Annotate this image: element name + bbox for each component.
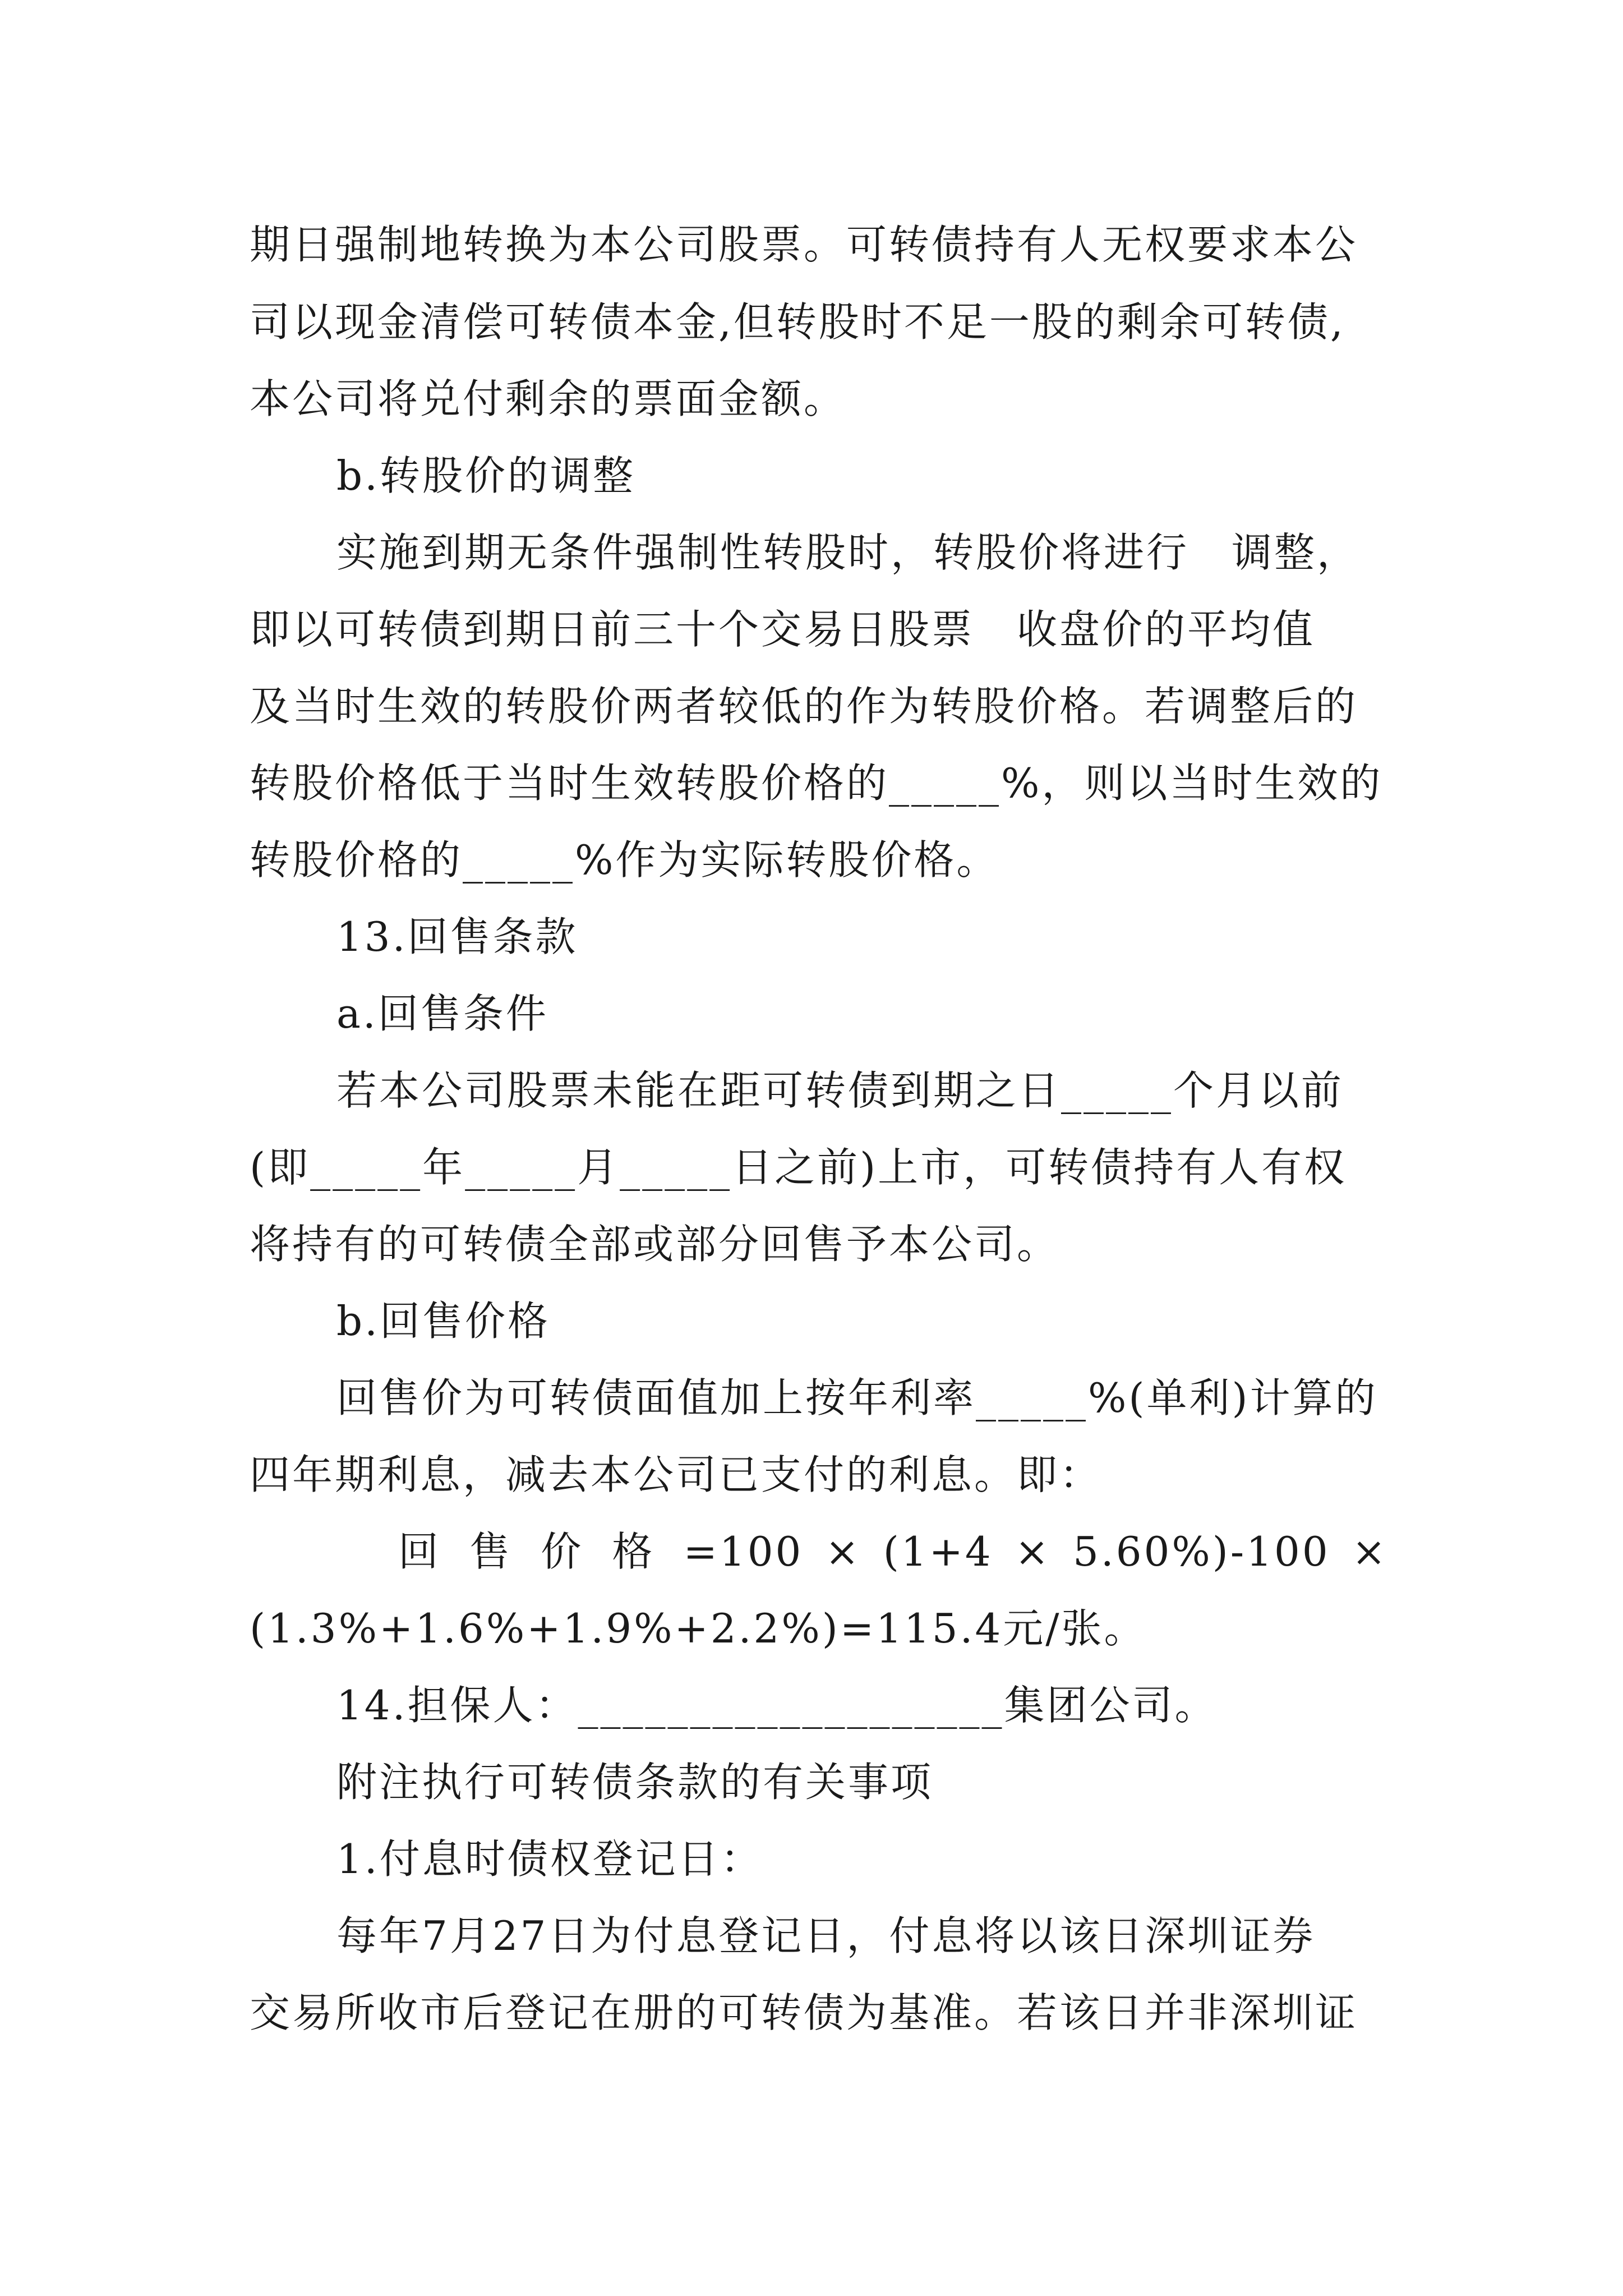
paragraph-line: 回售价为可转债面值加上按年利率_____%(单利)计算的 (336, 1374, 1378, 1421)
paragraph-line: 本公司将兑付剩余的票面金额。 (250, 375, 847, 422)
paragraph-line: 每年7月27日为付息登记日，付息将以该日深圳证券 (336, 1912, 1316, 1959)
formula-line: (1.3%+1.6%+1.9%+2.2%)=115.4元/张。 (250, 1605, 1147, 1652)
paragraph-line: 司以现金清偿可转债本金,但转股时不足一股的剩余可转债, (250, 298, 1345, 346)
section-heading: 附注执行可转债条款的有关事项 (336, 1759, 934, 1806)
paragraph-line: 实施到期无条件强制性转股时，转股价将进行 调整， (336, 529, 1360, 576)
formula-line: 回 售 价 格 =100 × (1+4 × 5.60%)-100 × (398, 1528, 1388, 1575)
paragraph-line: 即以可转债到期日前三十个交易日股票 收盘价的平均值 (250, 606, 1316, 653)
paragraph-line: 若本公司股票未能在距可转债到期之日_____个月以前 (336, 1067, 1344, 1114)
paragraph-line: 及当时生效的转股价两者较低的作为转股价格。若调整后的 (250, 683, 1358, 730)
section-heading: a.回售条件 (336, 990, 548, 1037)
paragraph-line: 交易所收市后登记在册的可转债为基准。若该日并非深圳证 (250, 1989, 1358, 2036)
paragraph-line: 将持有的可转债全部或部分回售予本公司。 (250, 1221, 1060, 1268)
paragraph-line: 四年期利息，减去本公司已支付的利息。即： (250, 1451, 1103, 1498)
paragraph-line: (即_____年_____月_____日之前)上市，可转债持有人有权 (250, 1144, 1347, 1191)
section-heading: 13.回售条款 (336, 913, 578, 960)
section-heading: 1.付息时债权登记日： (336, 1835, 763, 1883)
section-heading: b.转股价的调整 (336, 452, 635, 499)
paragraph-line: 转股价格的_____%作为实际转股价格。 (250, 836, 999, 884)
paragraph-line: 期日强制地转换为本公司股票。可转债持有人无权要求本公 (250, 221, 1358, 268)
section-heading: b.回售价格 (336, 1297, 550, 1345)
section-heading: 14.担保人：___________________集团公司。 (336, 1682, 1218, 1729)
paragraph-line: 转股价格低于当时生效转股价格的_____%，则以当时生效的 (250, 760, 1383, 807)
